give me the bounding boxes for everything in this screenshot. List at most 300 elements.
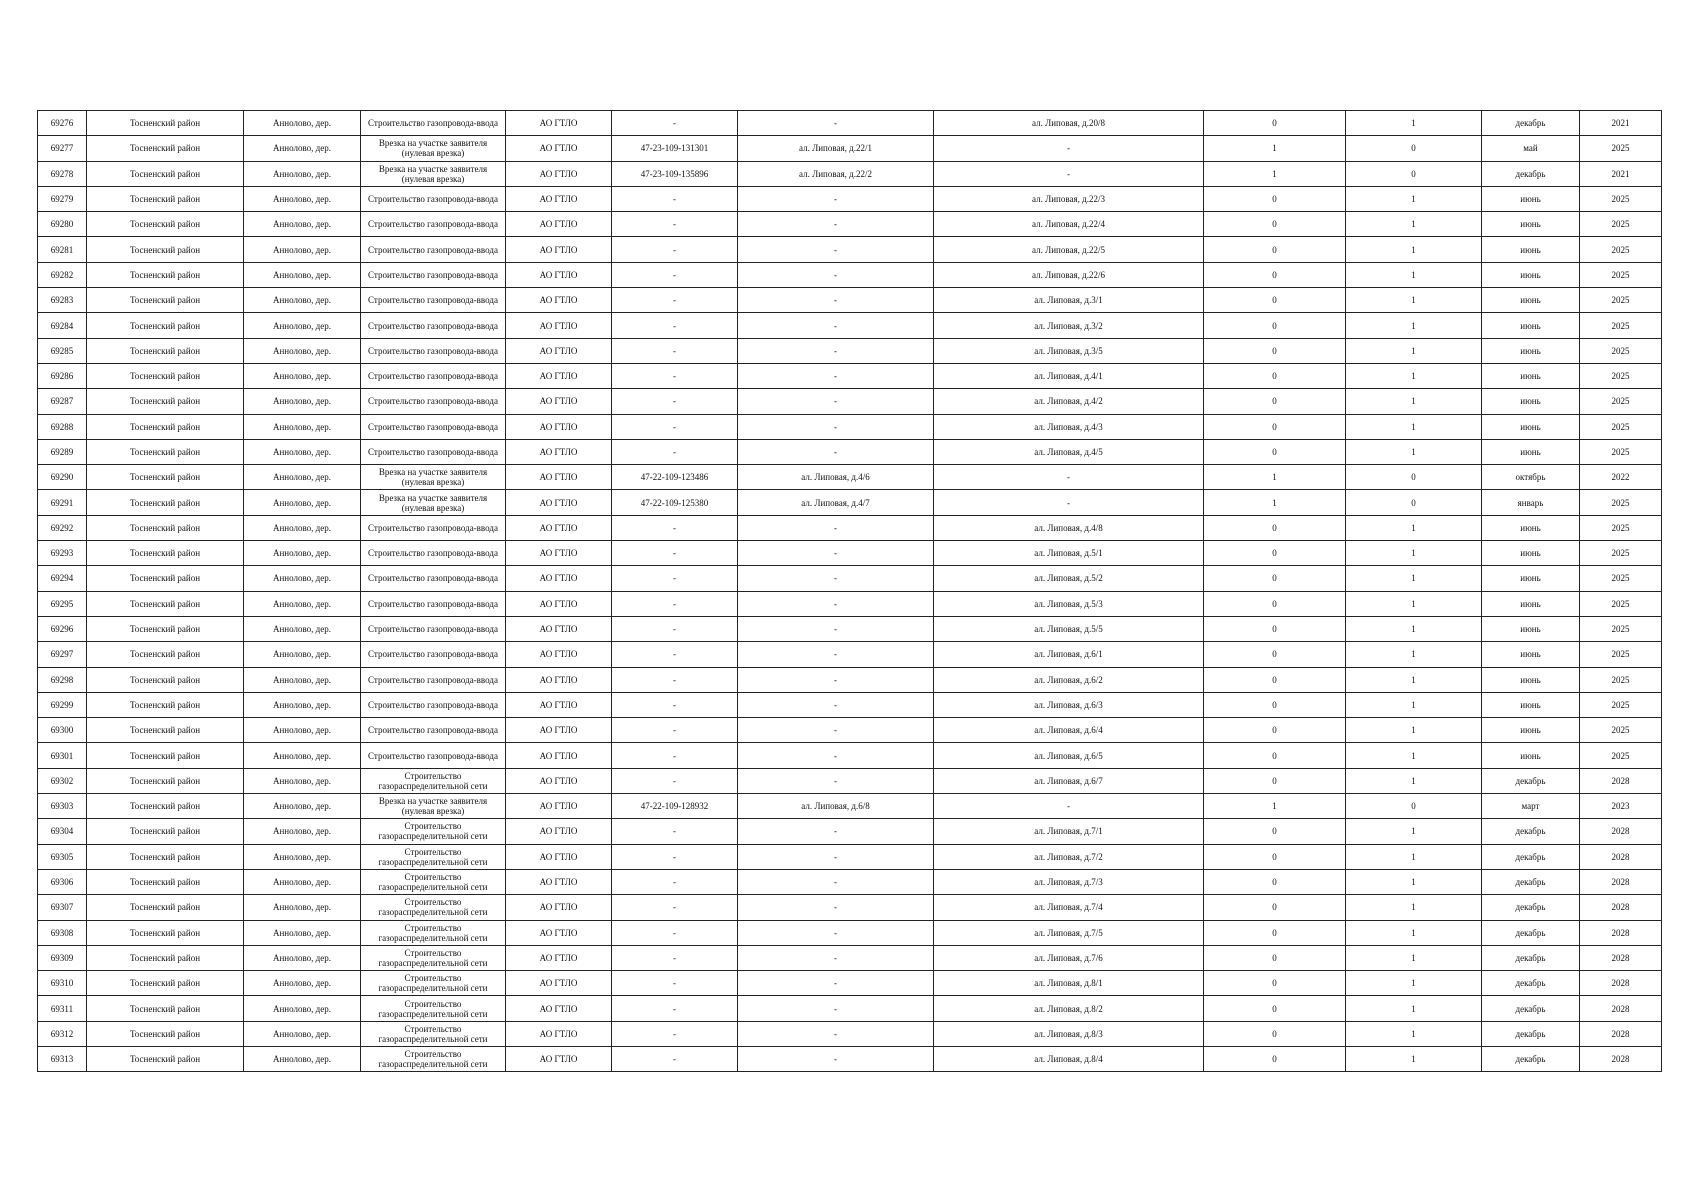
table-row <box>38 844 1662 869</box>
cell-address-applicant: - <box>738 945 934 970</box>
cell-id: 69278 <box>38 161 87 186</box>
cell-application-number: - <box>612 945 738 970</box>
cell-id: 69286 <box>38 363 87 388</box>
cell-district: Тосненский район <box>87 1046 244 1071</box>
cell-id: 69312 <box>38 1021 87 1046</box>
cell-id: 69313 <box>38 1046 87 1071</box>
cell-id: 69292 <box>38 515 87 540</box>
cell-id: 69284 <box>38 313 87 338</box>
cell-address-applicant: - <box>738 111 934 136</box>
cell-month: июнь <box>1482 667 1580 692</box>
cell-work-type: Строительство газопровода-ввода <box>361 616 506 641</box>
cell-year: 2025 <box>1580 262 1662 287</box>
cell-year: 2025 <box>1580 212 1662 237</box>
cell-address-object: ал. Липовая, д.4/3 <box>934 414 1204 439</box>
cell-district: Тосненский район <box>87 971 244 996</box>
cell-count-b: 0 <box>1346 490 1482 515</box>
table-body <box>38 111 1662 1072</box>
cell-application-number: - <box>612 212 738 237</box>
cell-count-a: 1 <box>1204 490 1346 515</box>
cell-count-a: 0 <box>1204 1046 1346 1071</box>
cell-district: Тосненский район <box>87 541 244 566</box>
cell-year: 2028 <box>1580 819 1662 844</box>
cell-locality: Аннолово, дер. <box>244 439 361 464</box>
cell-month: декабрь <box>1482 1046 1580 1071</box>
cell-address-object: ал. Липовая, д.8/2 <box>934 996 1204 1021</box>
cell-id: 69294 <box>38 566 87 591</box>
cell-year: 2025 <box>1580 566 1662 591</box>
cell-address-object: ал. Липовая, д.5/3 <box>934 591 1204 616</box>
table-row <box>38 186 1662 211</box>
cell-address-applicant: - <box>738 591 934 616</box>
table-row <box>38 439 1662 464</box>
cell-count-b: 1 <box>1346 920 1482 945</box>
cell-count-b: 0 <box>1346 465 1482 490</box>
cell-locality: Аннолово, дер. <box>244 920 361 945</box>
cell-locality: Аннолово, дер. <box>244 642 361 667</box>
cell-id: 69285 <box>38 338 87 363</box>
cell-count-a: 0 <box>1204 1021 1346 1046</box>
cell-count-b: 1 <box>1346 616 1482 641</box>
cell-locality: Аннолово, дер. <box>244 541 361 566</box>
cell-id: 69304 <box>38 819 87 844</box>
cell-month: декабрь <box>1482 920 1580 945</box>
cell-organization: АО ГТЛО <box>506 186 612 211</box>
cell-count-a: 0 <box>1204 566 1346 591</box>
cell-work-type: Строительство газопровода-ввода <box>361 262 506 287</box>
cell-work-type: Строительство газопровода-ввода <box>361 667 506 692</box>
cell-count-a: 0 <box>1204 996 1346 1021</box>
cell-application-number: - <box>612 1021 738 1046</box>
cell-address-object: ал. Липовая, д.7/6 <box>934 945 1204 970</box>
cell-address-applicant: - <box>738 541 934 566</box>
cell-work-type: Строительство газопровода-ввода <box>361 439 506 464</box>
cell-id: 69279 <box>38 186 87 211</box>
table-row <box>38 566 1662 591</box>
cell-month: июнь <box>1482 439 1580 464</box>
cell-application-number: - <box>612 439 738 464</box>
cell-count-b: 1 <box>1346 566 1482 591</box>
cell-address-object: ал. Липовая, д.7/1 <box>934 819 1204 844</box>
cell-organization: АО ГТЛО <box>506 237 612 262</box>
cell-work-type: Строительство газопровода-ввода <box>361 541 506 566</box>
cell-address-object: ал. Липовая, д.6/4 <box>934 718 1204 743</box>
cell-organization: АО ГТЛО <box>506 313 612 338</box>
cell-locality: Аннолово, дер. <box>244 363 361 388</box>
table-row <box>38 288 1662 313</box>
cell-district: Тосненский район <box>87 945 244 970</box>
table-row <box>38 819 1662 844</box>
cell-district: Тосненский район <box>87 1021 244 1046</box>
cell-count-a: 0 <box>1204 844 1346 869</box>
cell-address-object: - <box>934 136 1204 161</box>
cell-month: июнь <box>1482 541 1580 566</box>
cell-work-type: Строительство газопровода-ввода <box>361 288 506 313</box>
cell-work-type: Строительство газопровода-ввода <box>361 566 506 591</box>
cell-locality: Аннолово, дер. <box>244 996 361 1021</box>
cell-address-object: ал. Липовая, д.3/5 <box>934 338 1204 363</box>
cell-id: 69283 <box>38 288 87 313</box>
cell-month: октябрь <box>1482 465 1580 490</box>
cell-id: 69303 <box>38 794 87 819</box>
cell-locality: Аннолово, дер. <box>244 465 361 490</box>
cell-year: 2025 <box>1580 642 1662 667</box>
table-row <box>38 262 1662 287</box>
cell-month: декабрь <box>1482 895 1580 920</box>
cell-district: Тосненский район <box>87 262 244 287</box>
cell-count-a: 0 <box>1204 262 1346 287</box>
cell-count-b: 1 <box>1346 844 1482 869</box>
cell-month: июнь <box>1482 515 1580 540</box>
cell-address-object: ал. Липовая, д.6/7 <box>934 768 1204 793</box>
cell-work-type: Врезка на участке заявителя (нулевая врезка) <box>361 794 506 819</box>
cell-count-a: 0 <box>1204 363 1346 388</box>
cell-organization: АО ГТЛО <box>506 566 612 591</box>
cell-organization: АО ГТЛО <box>506 212 612 237</box>
cell-address-applicant: - <box>738 515 934 540</box>
cell-address-applicant: - <box>738 338 934 363</box>
cell-application-number: - <box>612 692 738 717</box>
cell-address-applicant: - <box>738 819 934 844</box>
cell-address-applicant: - <box>738 616 934 641</box>
cell-address-object: ал. Липовая, д.7/4 <box>934 895 1204 920</box>
cell-year: 2028 <box>1580 971 1662 996</box>
cell-month: июнь <box>1482 616 1580 641</box>
cell-month: декабрь <box>1482 768 1580 793</box>
cell-application-number: 47-22-109-125380 <box>612 490 738 515</box>
cell-id: 69295 <box>38 591 87 616</box>
cell-year: 2021 <box>1580 111 1662 136</box>
cell-application-number: - <box>612 1046 738 1071</box>
cell-count-b: 1 <box>1346 515 1482 540</box>
cell-locality: Аннолово, дер. <box>244 718 361 743</box>
cell-count-a: 0 <box>1204 667 1346 692</box>
cell-district: Тосненский район <box>87 768 244 793</box>
cell-year: 2025 <box>1580 541 1662 566</box>
cell-district: Тосненский район <box>87 819 244 844</box>
cell-count-a: 0 <box>1204 869 1346 894</box>
cell-month: июнь <box>1482 288 1580 313</box>
cell-address-applicant: - <box>738 237 934 262</box>
cell-count-a: 1 <box>1204 136 1346 161</box>
table-row <box>38 794 1662 819</box>
cell-id: 69307 <box>38 895 87 920</box>
cell-district: Тосненский район <box>87 389 244 414</box>
cell-address-object: ал. Липовая, д.20/8 <box>934 111 1204 136</box>
cell-locality: Аннолово, дер. <box>244 262 361 287</box>
cell-address-object: ал. Липовая, д.6/5 <box>934 743 1204 768</box>
cell-address-applicant: - <box>738 869 934 894</box>
cell-district: Тосненский район <box>87 743 244 768</box>
cell-year: 2025 <box>1580 313 1662 338</box>
cell-year: 2025 <box>1580 288 1662 313</box>
cell-application-number: - <box>612 111 738 136</box>
cell-month: июнь <box>1482 718 1580 743</box>
cell-count-b: 1 <box>1346 313 1482 338</box>
cell-locality: Аннолово, дер. <box>244 591 361 616</box>
cell-application-number: - <box>612 718 738 743</box>
cell-year: 2025 <box>1580 389 1662 414</box>
cell-application-number: - <box>612 642 738 667</box>
cell-year: 2028 <box>1580 895 1662 920</box>
cell-locality: Аннолово, дер. <box>244 515 361 540</box>
cell-district: Тосненский район <box>87 111 244 136</box>
cell-year: 2022 <box>1580 465 1662 490</box>
cell-district: Тосненский район <box>87 616 244 641</box>
cell-month: январь <box>1482 490 1580 515</box>
cell-work-type: Врезка на участке заявителя (нулевая врезка) <box>361 136 506 161</box>
cell-count-b: 1 <box>1346 591 1482 616</box>
cell-organization: АО ГТЛО <box>506 161 612 186</box>
cell-district: Тосненский район <box>87 465 244 490</box>
cell-year: 2028 <box>1580 920 1662 945</box>
cell-organization: АО ГТЛО <box>506 262 612 287</box>
cell-address-object: ал. Липовая, д.6/3 <box>934 692 1204 717</box>
cell-address-applicant: - <box>738 1021 934 1046</box>
cell-address-applicant: - <box>738 389 934 414</box>
cell-work-type: Строительство газопровода-ввода <box>361 591 506 616</box>
cell-id: 69289 <box>38 439 87 464</box>
cell-count-a: 0 <box>1204 718 1346 743</box>
cell-id: 69301 <box>38 743 87 768</box>
cell-application-number: - <box>612 237 738 262</box>
cell-month: декабрь <box>1482 111 1580 136</box>
cell-id: 69288 <box>38 414 87 439</box>
cell-year: 2025 <box>1580 718 1662 743</box>
cell-month: июнь <box>1482 237 1580 262</box>
cell-work-type: Строительство газопровода-ввода <box>361 363 506 388</box>
cell-address-object: ал. Липовая, д.7/3 <box>934 869 1204 894</box>
table-row <box>38 869 1662 894</box>
cell-work-type: Врезка на участке заявителя (нулевая врезка) <box>361 161 506 186</box>
cell-application-number: - <box>612 566 738 591</box>
cell-month: июнь <box>1482 642 1580 667</box>
cell-work-type: Строительство газопровода-ввода <box>361 642 506 667</box>
cell-count-a: 0 <box>1204 389 1346 414</box>
cell-count-a: 1 <box>1204 161 1346 186</box>
cell-application-number: - <box>612 844 738 869</box>
cell-year: 2028 <box>1580 768 1662 793</box>
cell-district: Тосненский район <box>87 186 244 211</box>
cell-organization: АО ГТЛО <box>506 794 612 819</box>
cell-address-object: ал. Липовая, д.4/1 <box>934 363 1204 388</box>
cell-count-a: 0 <box>1204 237 1346 262</box>
cell-id: 69298 <box>38 667 87 692</box>
cell-count-a: 1 <box>1204 794 1346 819</box>
cell-count-b: 1 <box>1346 1046 1482 1071</box>
cell-organization: АО ГТЛО <box>506 971 612 996</box>
cell-id: 69302 <box>38 768 87 793</box>
cell-district: Тосненский район <box>87 288 244 313</box>
cell-count-b: 0 <box>1346 161 1482 186</box>
cell-work-type: Строительство газопровода-ввода <box>361 692 506 717</box>
cell-id: 69296 <box>38 616 87 641</box>
cell-organization: АО ГТЛО <box>506 844 612 869</box>
cell-address-object: ал. Липовая, д.8/1 <box>934 971 1204 996</box>
cell-count-b: 1 <box>1346 743 1482 768</box>
cell-district: Тосненский район <box>87 313 244 338</box>
table-row <box>38 136 1662 161</box>
cell-year: 2025 <box>1580 136 1662 161</box>
cell-count-b: 1 <box>1346 541 1482 566</box>
cell-year: 2025 <box>1580 439 1662 464</box>
cell-organization: АО ГТЛО <box>506 111 612 136</box>
cell-locality: Аннолово, дер. <box>244 971 361 996</box>
cell-count-a: 0 <box>1204 743 1346 768</box>
table-row <box>38 515 1662 540</box>
cell-year: 2025 <box>1580 616 1662 641</box>
cell-id: 69306 <box>38 869 87 894</box>
cell-district: Тосненский район <box>87 566 244 591</box>
cell-count-b: 1 <box>1346 237 1482 262</box>
cell-count-a: 0 <box>1204 111 1346 136</box>
cell-organization: АО ГТЛО <box>506 338 612 363</box>
cell-count-b: 1 <box>1346 111 1482 136</box>
cell-organization: АО ГТЛО <box>506 136 612 161</box>
cell-application-number: - <box>612 743 738 768</box>
cell-address-object: ал. Липовая, д.4/2 <box>934 389 1204 414</box>
cell-address-applicant: - <box>738 439 934 464</box>
cell-count-a: 0 <box>1204 616 1346 641</box>
cell-organization: АО ГТЛО <box>506 692 612 717</box>
cell-application-number: - <box>612 541 738 566</box>
cell-year: 2028 <box>1580 945 1662 970</box>
cell-count-b: 1 <box>1346 869 1482 894</box>
cell-application-number: - <box>612 920 738 945</box>
cell-locality: Аннолово, дер. <box>244 895 361 920</box>
cell-application-number: - <box>612 819 738 844</box>
cell-month: июнь <box>1482 338 1580 363</box>
cell-count-a: 0 <box>1204 515 1346 540</box>
cell-month: март <box>1482 794 1580 819</box>
cell-application-number: - <box>612 262 738 287</box>
table-row <box>38 996 1662 1021</box>
cell-district: Тосненский район <box>87 237 244 262</box>
table-row <box>38 313 1662 338</box>
cell-work-type: Врезка на участке заявителя (нулевая врезка) <box>361 490 506 515</box>
cell-year: 2025 <box>1580 490 1662 515</box>
cell-address-applicant: - <box>738 1046 934 1071</box>
cell-application-number: - <box>612 895 738 920</box>
cell-count-a: 0 <box>1204 288 1346 313</box>
cell-organization: АО ГТЛО <box>506 768 612 793</box>
cell-organization: АО ГТЛО <box>506 465 612 490</box>
cell-id: 69311 <box>38 996 87 1021</box>
cell-organization: АО ГТЛО <box>506 490 612 515</box>
cell-year: 2025 <box>1580 667 1662 692</box>
cell-address-applicant: - <box>738 186 934 211</box>
cell-year: 2028 <box>1580 844 1662 869</box>
cell-address-object: - <box>934 794 1204 819</box>
cell-year: 2028 <box>1580 996 1662 1021</box>
cell-locality: Аннолово, дер. <box>244 136 361 161</box>
cell-year: 2021 <box>1580 161 1662 186</box>
cell-locality: Аннолово, дер. <box>244 844 361 869</box>
cell-address-object: ал. Липовая, д.7/2 <box>934 844 1204 869</box>
cell-locality: Аннолово, дер. <box>244 692 361 717</box>
cell-work-type: Строительство газопровода-ввода <box>361 186 506 211</box>
cell-district: Тосненский район <box>87 515 244 540</box>
cell-address-applicant: - <box>738 642 934 667</box>
cell-count-b: 1 <box>1346 945 1482 970</box>
cell-id: 69300 <box>38 718 87 743</box>
cell-id: 69280 <box>38 212 87 237</box>
cell-address-object: ал. Липовая, д.4/8 <box>934 515 1204 540</box>
cell-id: 69290 <box>38 465 87 490</box>
cell-address-applicant: - <box>738 667 934 692</box>
cell-id: 69309 <box>38 945 87 970</box>
cell-id: 69277 <box>38 136 87 161</box>
cell-locality: Аннолово, дер. <box>244 161 361 186</box>
table-row <box>38 616 1662 641</box>
cell-id: 69297 <box>38 642 87 667</box>
cell-year: 2025 <box>1580 338 1662 363</box>
cell-month: декабрь <box>1482 869 1580 894</box>
cell-address-applicant: ал. Липовая, д.4/6 <box>738 465 934 490</box>
cell-count-b: 1 <box>1346 389 1482 414</box>
cell-application-number: - <box>612 338 738 363</box>
cell-month: июнь <box>1482 591 1580 616</box>
cell-locality: Аннолово, дер. <box>244 288 361 313</box>
table-row <box>38 971 1662 996</box>
table-row <box>38 895 1662 920</box>
cell-organization: АО ГТЛО <box>506 718 612 743</box>
cell-district: Тосненский район <box>87 439 244 464</box>
cell-application-number: - <box>612 363 738 388</box>
cell-month: июнь <box>1482 262 1580 287</box>
cell-count-b: 0 <box>1346 136 1482 161</box>
cell-work-type: Строительство газопровода-ввода <box>361 212 506 237</box>
cell-month: июнь <box>1482 212 1580 237</box>
cell-count-b: 1 <box>1346 718 1482 743</box>
table-row <box>38 161 1662 186</box>
cell-month: декабрь <box>1482 971 1580 996</box>
cell-year: 2028 <box>1580 1021 1662 1046</box>
cell-work-type: Строительство газораспределительной сети <box>361 920 506 945</box>
table-row <box>38 237 1662 262</box>
cell-work-type: Строительство газораспределительной сети <box>361 1021 506 1046</box>
cell-locality: Аннолово, дер. <box>244 338 361 363</box>
cell-count-a: 0 <box>1204 945 1346 970</box>
cell-count-a: 0 <box>1204 819 1346 844</box>
cell-count-a: 0 <box>1204 768 1346 793</box>
cell-id: 69282 <box>38 262 87 287</box>
cell-count-a: 0 <box>1204 971 1346 996</box>
cell-address-applicant: - <box>738 566 934 591</box>
cell-month: декабрь <box>1482 996 1580 1021</box>
cell-address-applicant: - <box>738 895 934 920</box>
cell-count-b: 1 <box>1346 768 1482 793</box>
cell-month: июнь <box>1482 186 1580 211</box>
cell-year: 2025 <box>1580 363 1662 388</box>
cell-address-applicant: - <box>738 844 934 869</box>
cell-work-type: Строительство газопровода-ввода <box>361 111 506 136</box>
cell-address-applicant: ал. Липовая, д.22/2 <box>738 161 934 186</box>
cell-month: декабрь <box>1482 819 1580 844</box>
cell-address-object: ал. Липовая, д.6/2 <box>934 667 1204 692</box>
cell-id: 69281 <box>38 237 87 262</box>
cell-application-number: 47-23-109-135896 <box>612 161 738 186</box>
cell-count-a: 0 <box>1204 212 1346 237</box>
cell-work-type: Строительство газопровода-ввода <box>361 338 506 363</box>
cell-district: Тосненский район <box>87 490 244 515</box>
cell-work-type: Строительство газопровода-ввода <box>361 389 506 414</box>
cell-address-applicant: - <box>738 718 934 743</box>
cell-application-number: - <box>612 996 738 1021</box>
cell-id: 69310 <box>38 971 87 996</box>
cell-address-object: - <box>934 161 1204 186</box>
cell-district: Тосненский район <box>87 794 244 819</box>
